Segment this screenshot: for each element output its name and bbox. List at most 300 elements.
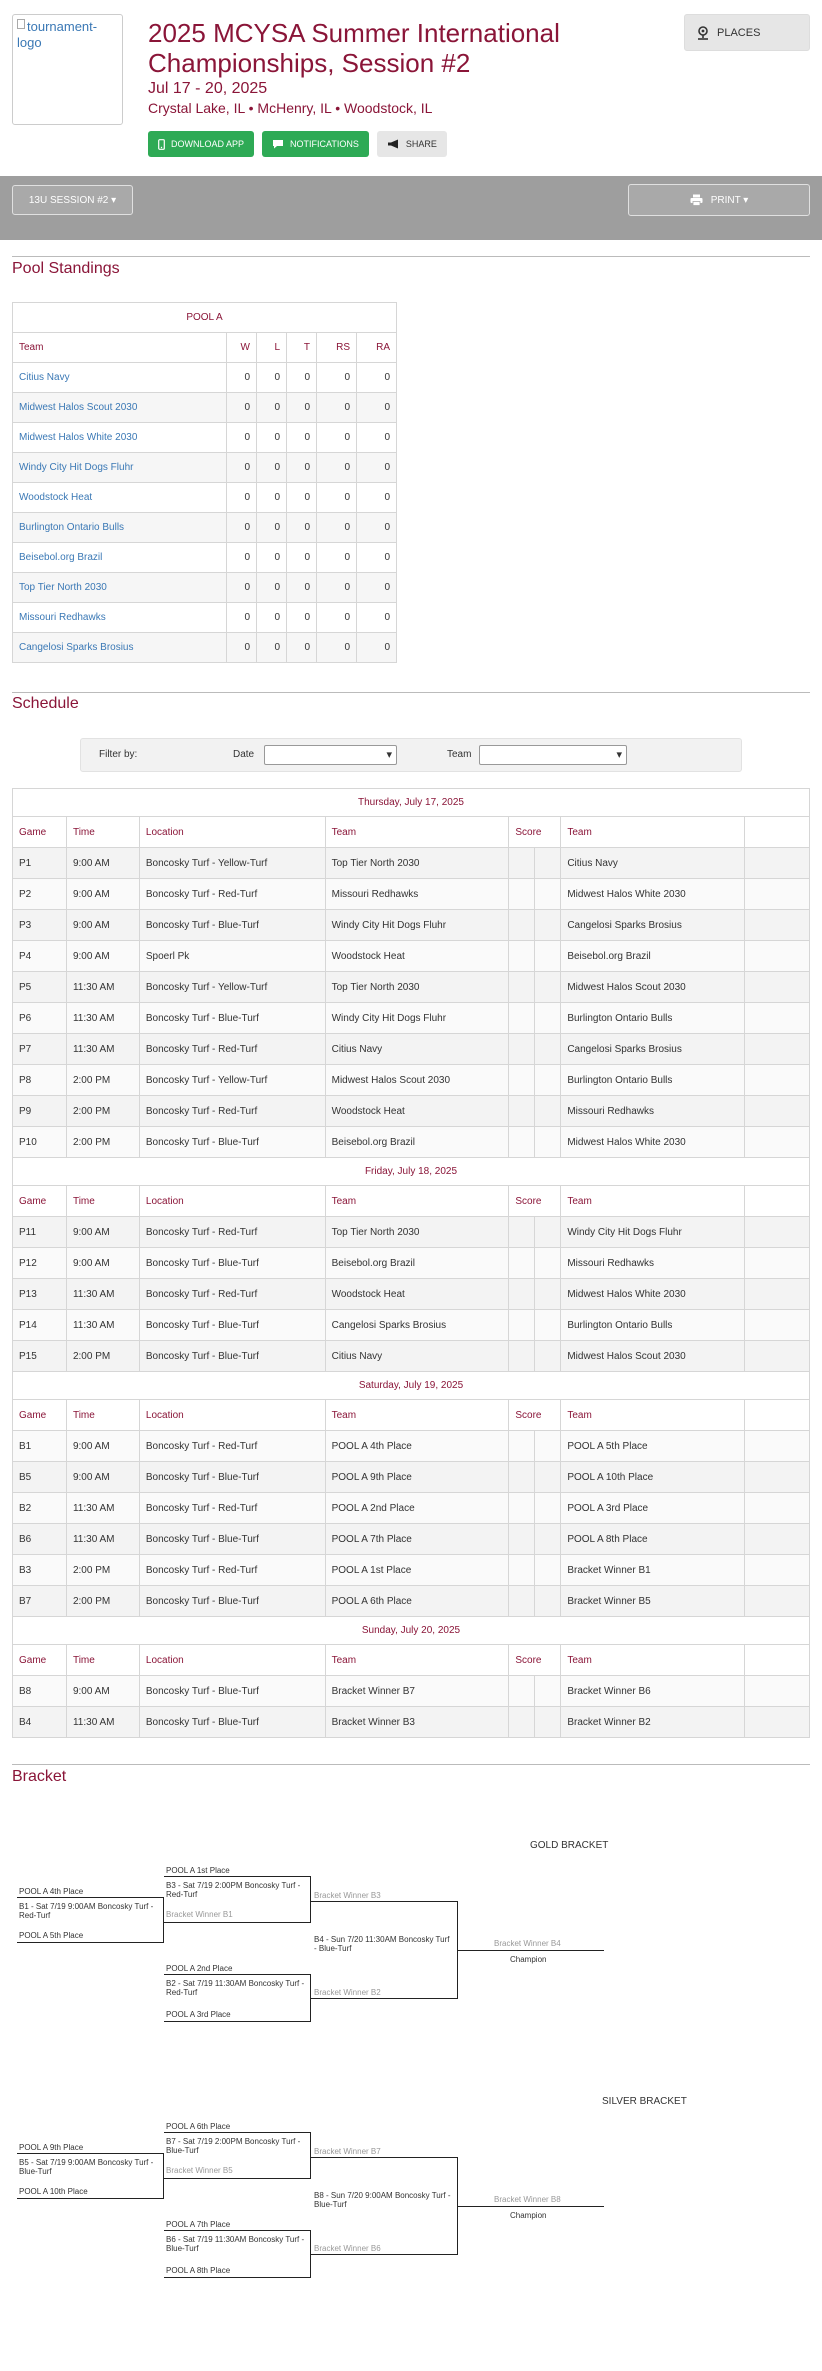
stat-l: 0 <box>257 513 287 543</box>
toolbar <box>0 176 822 240</box>
game-time: 2:00 PM <box>66 1065 139 1096</box>
table-row <box>13 972 810 1003</box>
game-team2: Bracket Winner B5 <box>561 1586 745 1617</box>
bracket-seed: POOL A 1st Place <box>166 1866 230 1875</box>
game-team1: Woodstock Heat <box>325 1096 509 1127</box>
score2 <box>535 1096 561 1127</box>
bracket-seed: Bracket Winner B6 <box>314 2244 381 2253</box>
game-time: 9:00 AM <box>66 1217 139 1248</box>
score2 <box>535 910 561 941</box>
game-time: 11:30 AM <box>66 1524 139 1555</box>
date-select[interactable] <box>264 745 397 765</box>
game-location: Boncosky Turf - Red-Turf <box>139 1431 325 1462</box>
silver-bracket-title: SILVER BRACKET <box>602 2096 687 2107</box>
game-team1: Windy City Hit Dogs Fluhr <box>325 910 509 941</box>
game-team2: Missouri Redhawks <box>561 1248 745 1279</box>
game-team1: Windy City Hit Dogs Fluhr <box>325 1003 509 1034</box>
col-game: Game <box>13 817 67 848</box>
score2 <box>535 1003 561 1034</box>
score1 <box>509 1431 535 1462</box>
game-time: 9:00 AM <box>66 1431 139 1462</box>
game-time: 11:30 AM <box>66 1034 139 1065</box>
game-time: 9:00 AM <box>66 848 139 879</box>
session-dropdown[interactable]: 13U SESSION #2 ▾ <box>12 185 133 215</box>
game-id: B4 <box>13 1707 67 1738</box>
game-location: Boncosky Turf - Blue-Turf <box>139 1707 325 1738</box>
pool-team-link[interactable]: Cangelosi Sparks Brosius <box>13 633 227 663</box>
stat-ra: 0 <box>357 633 397 663</box>
print-label: PRINT ▾ <box>710 194 749 206</box>
game-team2: POOL A 10th Place <box>561 1462 745 1493</box>
stat-t: 0 <box>287 423 317 453</box>
bracket-line <box>457 1901 458 1998</box>
pool-standings-table <box>12 302 397 663</box>
col-score: Score <box>509 1186 561 1217</box>
row-extra <box>745 1341 810 1372</box>
bracket-seed: Bracket Winner B2 <box>314 1988 381 1997</box>
score1 <box>509 1462 535 1493</box>
col-team1: Team <box>325 1400 509 1431</box>
row-extra <box>745 879 810 910</box>
printer-icon <box>690 194 703 206</box>
score2 <box>535 1493 561 1524</box>
col-team2: Team <box>561 1400 745 1431</box>
score1 <box>509 1555 535 1586</box>
score2 <box>535 972 561 1003</box>
bracket-seed: POOL A 5th Place <box>19 1931 84 1940</box>
game-location: Boncosky Turf - Red-Turf <box>139 1096 325 1127</box>
score1 <box>509 1217 535 1248</box>
game-time: 2:00 PM <box>66 1341 139 1372</box>
team-select[interactable] <box>479 745 627 765</box>
score2 <box>535 1341 561 1372</box>
row-extra <box>745 1003 810 1034</box>
table-row <box>13 1341 810 1372</box>
stat-t: 0 <box>287 543 317 573</box>
bracket-line <box>164 1922 311 1923</box>
bracket-line <box>163 1897 164 1943</box>
stat-l: 0 <box>257 633 287 663</box>
score2 <box>535 1127 561 1158</box>
day-label: Thursday, July 17, 2025 <box>13 789 810 817</box>
megaphone-icon <box>387 139 400 149</box>
table-row <box>13 1127 810 1158</box>
chat-icon <box>272 139 284 149</box>
bracket-game-info: B8 - Sun 7/20 9:00AM Boncosky Turf - Blue-Turf <box>314 2191 451 2209</box>
game-id: P14 <box>13 1310 67 1341</box>
download-app-button[interactable] <box>148 131 254 157</box>
game-location: Boncosky Turf - Yellow-Turf <box>139 972 325 1003</box>
score2 <box>535 941 561 972</box>
game-team2: Beisebol.org Brazil <box>561 941 745 972</box>
stat-rs: 0 <box>317 453 357 483</box>
score1 <box>509 1341 535 1372</box>
pool-team-link[interactable]: Windy City Hit Dogs Fluhr <box>13 453 227 483</box>
stat-t: 0 <box>287 513 317 543</box>
champion-label: Champion <box>510 2211 547 2220</box>
row-extra <box>745 1431 810 1462</box>
stat-ra: 0 <box>357 603 397 633</box>
col-team: Team <box>13 333 227 363</box>
col-score: Score <box>509 1400 561 1431</box>
col-ra: RA <box>357 333 397 363</box>
game-team2: Cangelosi Sparks Brosius <box>561 1034 745 1065</box>
game-location: Boncosky Turf - Red-Turf <box>139 1493 325 1524</box>
game-id: P5 <box>13 972 67 1003</box>
gold-bracket-title: GOLD BRACKET <box>530 1840 609 1851</box>
schedule-header-row <box>13 817 810 848</box>
col-l: L <box>257 333 287 363</box>
col-score: Score <box>509 1645 561 1676</box>
schedule-title: Schedule <box>12 695 79 712</box>
bracket-game-info: B3 - Sat 7/19 2:00PM Boncosky Turf - Red-Turf <box>166 1881 301 1899</box>
bracket-seed: POOL A 6th Place <box>166 2122 231 2131</box>
score1 <box>509 1676 535 1707</box>
game-time: 11:30 AM <box>66 1493 139 1524</box>
places-button[interactable] <box>684 14 810 51</box>
game-location: Boncosky Turf - Red-Turf <box>139 1034 325 1065</box>
game-time: 11:30 AM <box>66 1707 139 1738</box>
row-extra <box>745 1310 810 1341</box>
bracket-line <box>164 2132 311 2133</box>
pool-team-link[interactable]: Citius Navy <box>13 363 227 393</box>
stat-ra: 0 <box>357 453 397 483</box>
game-team2: Midwest Halos White 2030 <box>561 1127 745 1158</box>
game-time: 2:00 PM <box>66 1586 139 1617</box>
table-row <box>13 543 397 573</box>
pool-team-link[interactable]: Top Tier North 2030 <box>13 573 227 603</box>
stat-l: 0 <box>257 603 287 633</box>
bracket-line <box>311 2157 458 2158</box>
game-id: B3 <box>13 1555 67 1586</box>
col-team2: Team <box>561 1645 745 1676</box>
col-team2: Team <box>561 817 745 848</box>
bracket-line <box>17 1942 164 1943</box>
schedule-table <box>12 788 810 1738</box>
pool-team-link[interactable]: Missouri Redhawks <box>13 603 227 633</box>
table-row <box>13 573 397 603</box>
game-team2: Citius Navy <box>561 848 745 879</box>
stat-rs: 0 <box>317 483 357 513</box>
table-row <box>13 603 397 633</box>
row-extra <box>745 1555 810 1586</box>
game-team2: Midwest Halos White 2030 <box>561 879 745 910</box>
col-rs: RS <box>317 333 357 363</box>
col-location: Location <box>139 817 325 848</box>
logo-broken-image-icon <box>17 19 25 29</box>
champion-label: Champion <box>510 1955 547 1964</box>
col-team1: Team <box>325 817 509 848</box>
game-team2: Bracket Winner B1 <box>561 1555 745 1586</box>
row-extra <box>745 1676 810 1707</box>
table-row <box>13 1462 810 1493</box>
game-team2: Bracket Winner B2 <box>561 1707 745 1738</box>
game-id: P9 <box>13 1096 67 1127</box>
bracket-game-info: B2 - Sat 7/19 11:30AM Boncosky Turf - Red-Turf <box>166 1979 305 1997</box>
game-id: P13 <box>13 1279 67 1310</box>
score1 <box>509 1003 535 1034</box>
filter-by-label: Filter by: <box>99 749 138 760</box>
game-team1: Top Tier North 2030 <box>325 1217 509 1248</box>
game-team2: Midwest Halos Scout 2030 <box>561 1341 745 1372</box>
bracket-line <box>164 2178 311 2179</box>
row-extra <box>745 1065 810 1096</box>
col-time: Time <box>66 1400 139 1431</box>
bracket-line <box>458 1950 604 1951</box>
game-location: Boncosky Turf - Red-Turf <box>139 879 325 910</box>
game-team1: POOL A 6th Place <box>325 1586 509 1617</box>
pool-team-link[interactable]: Burlington Ontario Bulls <box>13 513 227 543</box>
stat-rs: 0 <box>317 393 357 423</box>
score1 <box>509 1707 535 1738</box>
download-app-label: DOWNLOAD APP <box>171 139 245 149</box>
share-button[interactable] <box>377 131 447 157</box>
col-score: Score <box>509 817 561 848</box>
game-team1: Woodstock Heat <box>325 1279 509 1310</box>
bracket-line <box>310 2132 311 2179</box>
stat-l: 0 <box>257 423 287 453</box>
table-row <box>13 1096 810 1127</box>
stat-t: 0 <box>287 573 317 603</box>
bracket-line <box>17 1897 164 1898</box>
game-location: Boncosky Turf - Blue-Turf <box>139 1310 325 1341</box>
game-team1: POOL A 1st Place <box>325 1555 509 1586</box>
game-team2: Midwest Halos White 2030 <box>561 1279 745 1310</box>
score1 <box>509 1127 535 1158</box>
header <box>0 0 822 176</box>
pool-team-link[interactable]: Midwest Halos Scout 2030 <box>13 393 227 423</box>
bracket-line <box>17 2153 164 2154</box>
bracket-seed: POOL A 7th Place <box>166 2220 231 2229</box>
score1 <box>509 879 535 910</box>
game-time: 9:00 AM <box>66 910 139 941</box>
score2 <box>535 1217 561 1248</box>
notifications-label: NOTIFICATIONS <box>290 139 359 149</box>
divider <box>12 1764 810 1765</box>
game-time: 11:30 AM <box>66 1003 139 1034</box>
game-id: P12 <box>13 1248 67 1279</box>
table-row <box>13 1707 810 1738</box>
game-time: 11:30 AM <box>66 972 139 1003</box>
game-time: 9:00 AM <box>66 1462 139 1493</box>
table-row <box>13 423 397 453</box>
page-title: 2025 MCYSA Summer International Championships, Session #2 <box>148 18 560 78</box>
stat-w: 0 <box>227 423 257 453</box>
row-extra <box>745 1524 810 1555</box>
game-team1: Top Tier North 2030 <box>325 972 509 1003</box>
col-empty <box>745 1400 810 1431</box>
col-location: Location <box>139 1186 325 1217</box>
game-time: 2:00 PM <box>66 1127 139 1158</box>
bracket-seed: Bracket Winner B5 <box>166 2166 233 2175</box>
team-filter-label: Team <box>447 749 472 760</box>
score1 <box>509 941 535 972</box>
bracket-line <box>310 1974 311 2021</box>
stat-rs: 0 <box>317 513 357 543</box>
game-team2: Windy City Hit Dogs Fluhr <box>561 1217 745 1248</box>
game-id: P6 <box>13 1003 67 1034</box>
table-row <box>13 1310 810 1341</box>
table-row <box>13 1524 810 1555</box>
pool-team-link[interactable]: Beisebol.org Brazil <box>13 543 227 573</box>
score1 <box>509 910 535 941</box>
row-extra <box>745 1096 810 1127</box>
stat-w: 0 <box>227 513 257 543</box>
score2 <box>535 1707 561 1738</box>
day-label: Friday, July 18, 2025 <box>13 1158 810 1186</box>
stat-ra: 0 <box>357 573 397 603</box>
divider <box>12 692 810 693</box>
bracket-line <box>310 2230 311 2277</box>
col-empty <box>745 1645 810 1676</box>
game-team1: POOL A 9th Place <box>325 1462 509 1493</box>
stat-rs: 0 <box>317 633 357 663</box>
stat-w: 0 <box>227 363 257 393</box>
date-filter-label: Date <box>233 749 255 760</box>
game-location: Boncosky Turf - Blue-Turf <box>139 1462 325 1493</box>
bracket-line <box>310 1876 311 1923</box>
game-location: Spoerl Pk <box>139 941 325 972</box>
game-team2: Burlington Ontario Bulls <box>561 1065 745 1096</box>
score1 <box>509 1248 535 1279</box>
bracket-seed: POOL A 4th Place <box>19 1887 84 1896</box>
game-location: Boncosky Turf - Blue-Turf <box>139 1127 325 1158</box>
pool-team-link[interactable]: Woodstock Heat <box>13 483 227 513</box>
day-header-row <box>13 1158 810 1186</box>
bracket-winner: Bracket Winner B4 <box>494 1939 561 1948</box>
print-button[interactable] <box>628 184 810 216</box>
game-team2: Burlington Ontario Bulls <box>561 1003 745 1034</box>
stat-t: 0 <box>287 633 317 663</box>
game-id: P8 <box>13 1065 67 1096</box>
bracket-line <box>164 1974 311 1975</box>
game-time: 2:00 PM <box>66 1096 139 1127</box>
score2 <box>535 879 561 910</box>
col-team2: Team <box>561 1186 745 1217</box>
stat-rs: 0 <box>317 423 357 453</box>
score2 <box>535 1034 561 1065</box>
score1 <box>509 1493 535 1524</box>
score2 <box>535 1555 561 1586</box>
stat-w: 0 <box>227 393 257 423</box>
game-time: 2:00 PM <box>66 1555 139 1586</box>
score2 <box>535 1431 561 1462</box>
pool-header-row <box>13 333 397 363</box>
game-time: 9:00 AM <box>66 1676 139 1707</box>
row-extra <box>745 1707 810 1738</box>
bracket-game-info: B5 - Sat 7/19 9:00AM Boncosky Turf - Blue-Turf <box>19 2158 154 2176</box>
row-extra <box>745 1248 810 1279</box>
game-id: P3 <box>13 910 67 941</box>
table-row <box>13 1431 810 1462</box>
bracket-winner: Bracket Winner B8 <box>494 2195 561 2204</box>
table-row <box>13 1279 810 1310</box>
game-team1: Cangelosi Sparks Brosius <box>325 1310 509 1341</box>
day-header-row <box>13 1372 810 1400</box>
game-team1: Midwest Halos Scout 2030 <box>325 1065 509 1096</box>
score2 <box>535 1524 561 1555</box>
table-row <box>13 1676 810 1707</box>
game-team2: Midwest Halos Scout 2030 <box>561 972 745 1003</box>
bracket-seed: POOL A 10th Place <box>19 2187 88 2196</box>
stat-w: 0 <box>227 453 257 483</box>
game-location: Boncosky Turf - Blue-Turf <box>139 1341 325 1372</box>
table-row <box>13 363 397 393</box>
table-row <box>13 1493 810 1524</box>
score1 <box>509 1279 535 1310</box>
row-extra <box>745 1493 810 1524</box>
bracket-line <box>164 2230 311 2231</box>
stat-ra: 0 <box>357 423 397 453</box>
bracket-title: Bracket <box>12 1768 67 1785</box>
stat-w: 0 <box>227 573 257 603</box>
game-id: P1 <box>13 848 67 879</box>
game-time: 11:30 AM <box>66 1310 139 1341</box>
schedule-header-row <box>13 1186 810 1217</box>
row-extra <box>745 1279 810 1310</box>
score2 <box>535 1248 561 1279</box>
stat-ra: 0 <box>357 543 397 573</box>
game-time: 9:00 AM <box>66 879 139 910</box>
table-row <box>13 1217 810 1248</box>
game-team1: Beisebol.org Brazil <box>325 1248 509 1279</box>
stat-w: 0 <box>227 633 257 663</box>
pool-standings-title: Pool Standings <box>12 260 120 277</box>
game-team1: Bracket Winner B3 <box>325 1707 509 1738</box>
game-team1: POOL A 2nd Place <box>325 1493 509 1524</box>
bracket-seed: POOL A 8th Place <box>166 2266 231 2275</box>
stat-rs: 0 <box>317 363 357 393</box>
places-label: PLACES <box>717 26 761 39</box>
table-row <box>13 483 397 513</box>
game-location: Boncosky Turf - Yellow-Turf <box>139 1065 325 1096</box>
col-empty <box>745 817 810 848</box>
col-time: Time <box>66 1186 139 1217</box>
bracket-seed: Bracket Winner B3 <box>314 1891 381 1900</box>
table-row <box>13 879 810 910</box>
score1 <box>509 1310 535 1341</box>
row-extra <box>745 972 810 1003</box>
bracket-seed: POOL A 9th Place <box>19 2143 84 2152</box>
game-time: 9:00 AM <box>66 1248 139 1279</box>
notifications-button[interactable] <box>262 131 369 157</box>
schedule-header-row <box>13 1400 810 1431</box>
game-team2: Burlington Ontario Bulls <box>561 1310 745 1341</box>
pool-team-link[interactable]: Midwest Halos White 2030 <box>13 423 227 453</box>
stat-ra: 0 <box>357 393 397 423</box>
game-location: Boncosky Turf - Red-Turf <box>139 1555 325 1586</box>
pool-name: POOL A <box>13 303 397 333</box>
table-row <box>13 1248 810 1279</box>
col-location: Location <box>139 1645 325 1676</box>
col-team1: Team <box>325 1645 509 1676</box>
bracket-game-info: B4 - Sun 7/20 11:30AM Boncosky Turf - Blue-Turf <box>314 1935 450 1953</box>
game-team2: POOL A 8th Place <box>561 1524 745 1555</box>
game-team1: Top Tier North 2030 <box>325 848 509 879</box>
map-pin-icon <box>697 26 709 40</box>
day-label: Sunday, July 20, 2025 <box>13 1617 810 1645</box>
game-id: B5 <box>13 1462 67 1493</box>
col-game: Game <box>13 1186 67 1217</box>
table-row <box>13 633 397 663</box>
stat-w: 0 <box>227 603 257 633</box>
table-row <box>13 1555 810 1586</box>
bracket-seed: Bracket Winner B1 <box>166 1910 233 1919</box>
row-extra <box>745 1127 810 1158</box>
tournament-logo[interactable] <box>12 14 123 125</box>
row-extra <box>745 848 810 879</box>
score2 <box>535 1279 561 1310</box>
